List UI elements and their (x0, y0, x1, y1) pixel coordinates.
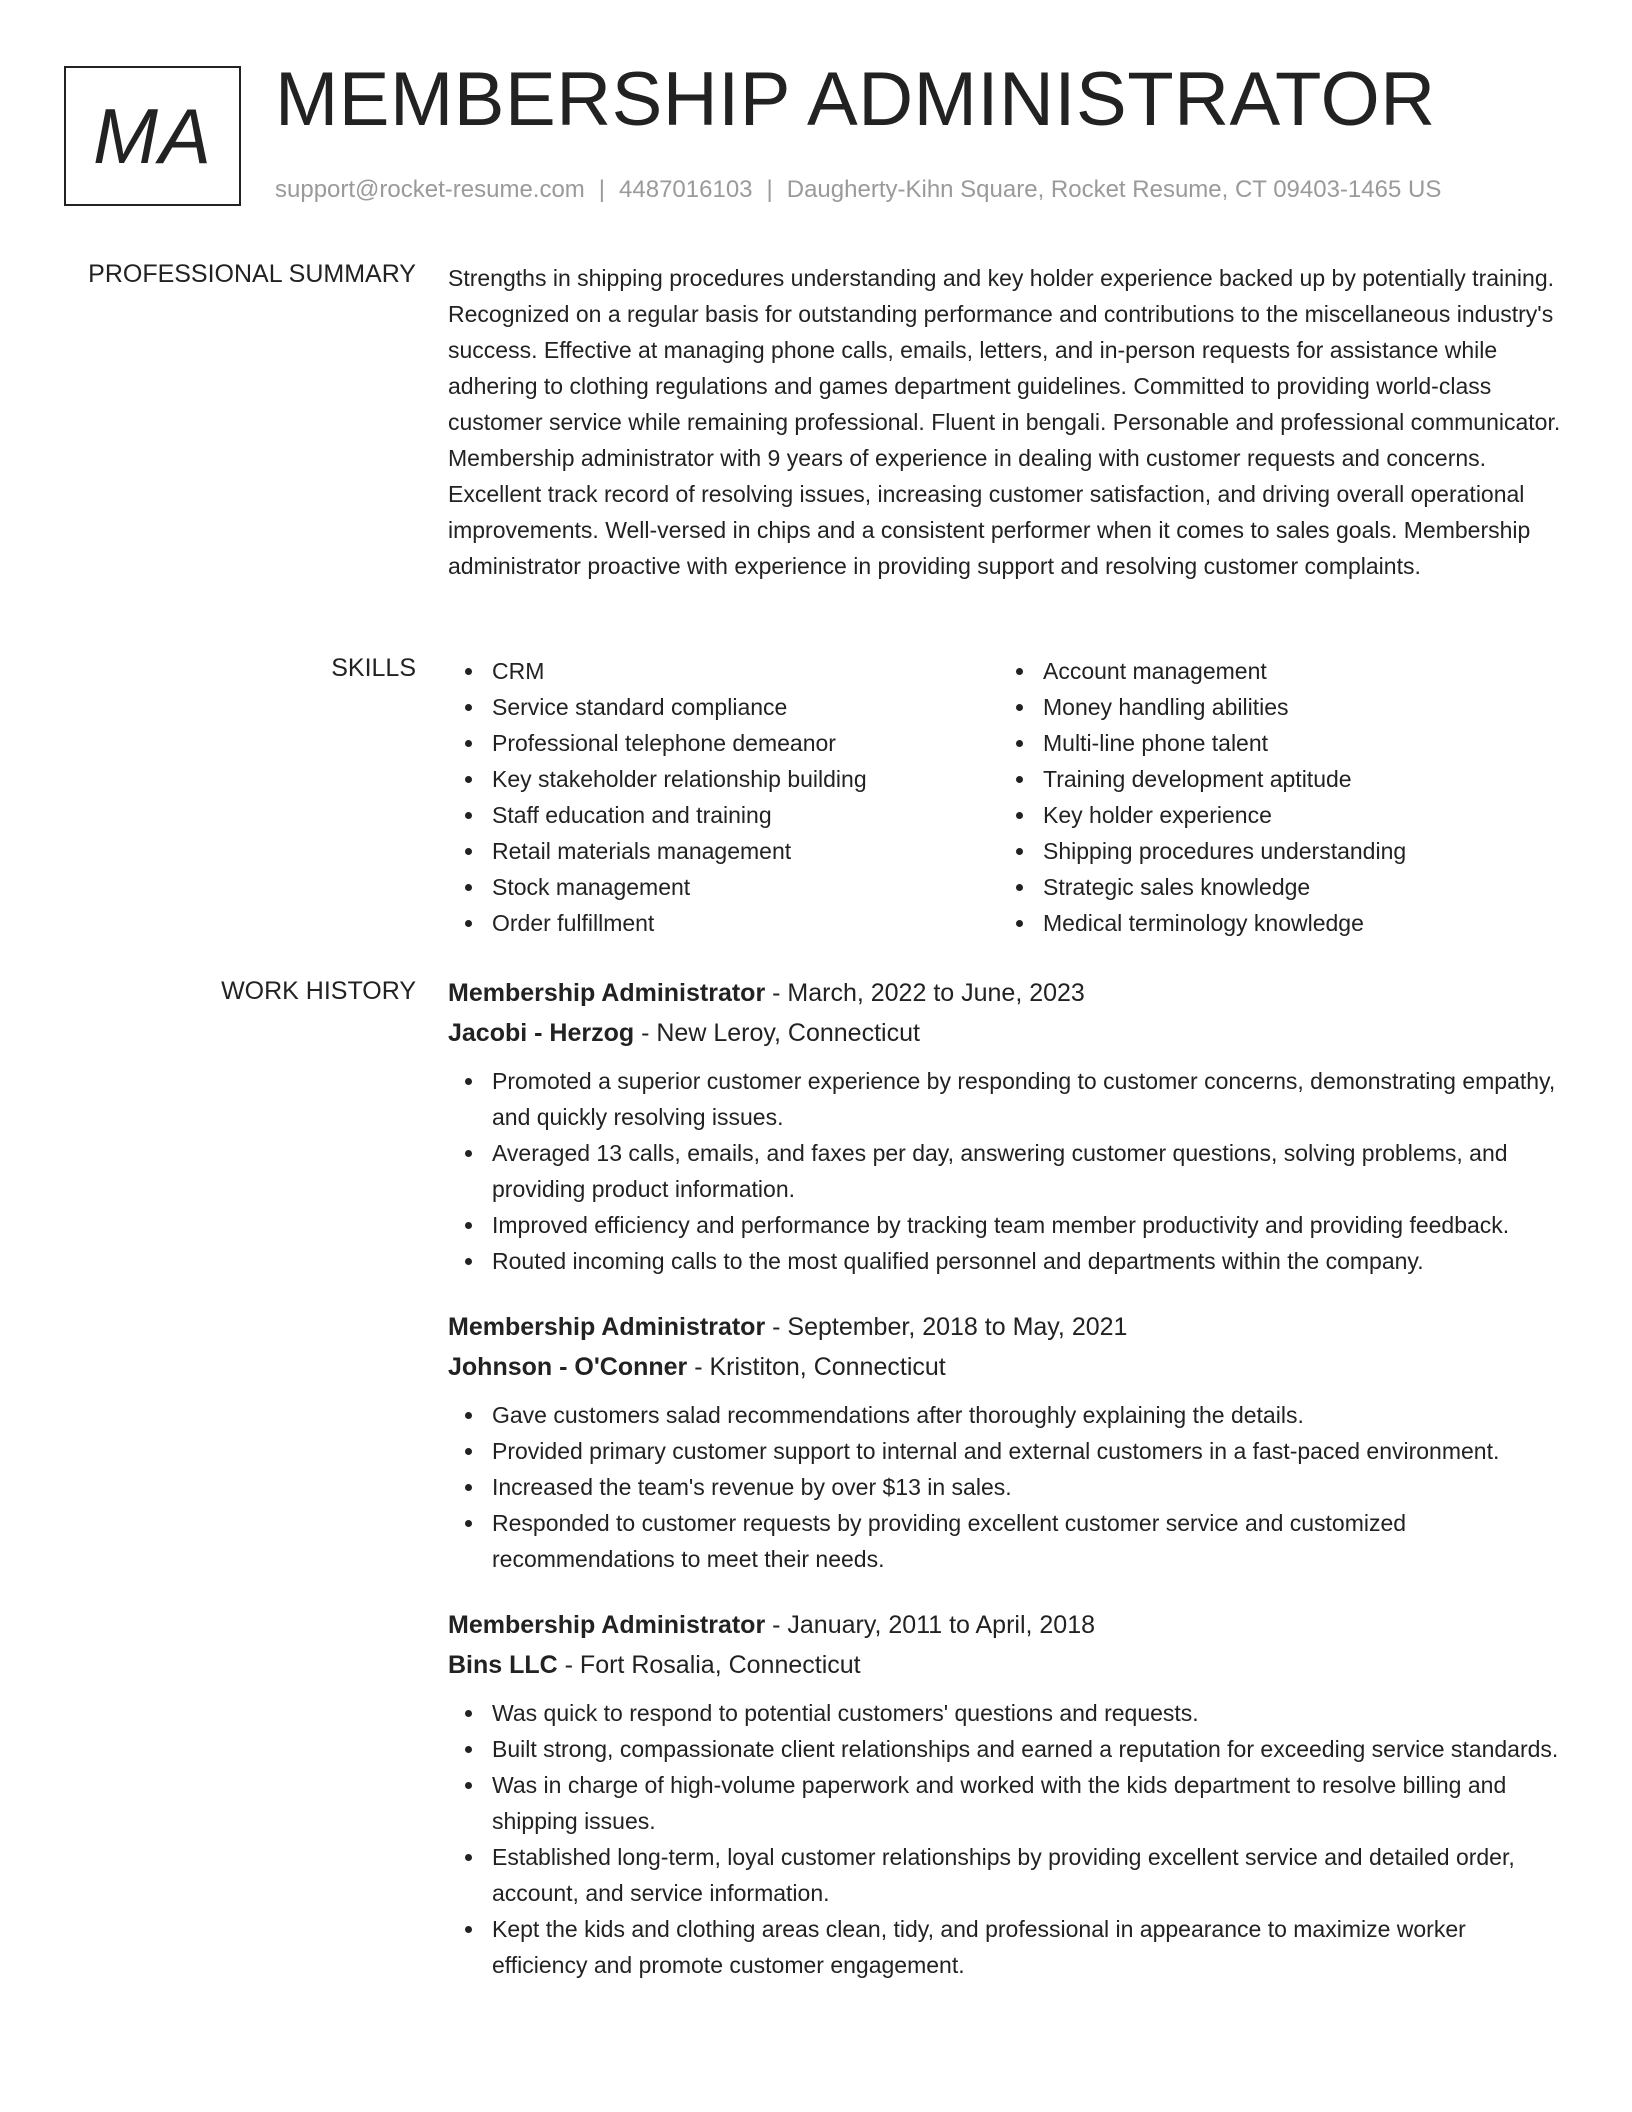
summary-text: Strengths in shipping procedures understanding and key holder experience backed up by potentially training. Recognized on a regular basis for outstanding performance and contributions to the miscellaneous industry's success. Effective at managing phone calls, emails, letters, and in-person requests for assistance while adhering to clothing regulations and games department guidelines. Committed to providing world-class customer service while remaining professional. Fluent in bengali. Personable and professional communicator. Membership administrator with 9 years of experience in dealing with customer requests and concerns. Excellent track record of resolving issues, increasing customer satisfaction, and driving overall operational improvements. Well-versed in chips and a consistent performer when it comes to sales goals. Membership administrator proactive with experience in providing support and resolving customer complaints. (448, 265, 1561, 579)
job-company: Johnson - O'Conner (448, 1353, 688, 1381)
job-title-line (448, 1605, 1563, 1645)
skill-item: CRM (492, 653, 999, 689)
job-company-line (448, 1347, 1563, 1387)
skill-item: Staff education and training (492, 797, 999, 833)
contact-separator: | (598, 176, 606, 203)
job-company-line (448, 1013, 1563, 1053)
job-bullet: Established long-term, loyal customer relationships by providing excellent service and detailed order, account, and service information. (492, 1839, 1563, 1911)
skill-item: Training development aptitude (1043, 761, 1550, 797)
skills-right-column (999, 653, 1550, 941)
candidate-name: MEMBERSHIP ADMINISTRATOR (275, 57, 1436, 142)
job-dates: - March, 2022 to June, 2023 (765, 979, 1085, 1007)
skills-left-column (448, 653, 999, 941)
job-entry (448, 973, 1563, 1279)
skill-item: Key stakeholder relationship building (492, 761, 999, 797)
job-company: Jacobi - Herzog (448, 1019, 635, 1047)
job-title: Membership Administrator (448, 979, 766, 1007)
monogram-box (64, 66, 241, 206)
job-bullet: Was quick to respond to potential customers' questions and requests. (492, 1695, 1563, 1731)
job-title: Membership Administrator (448, 1313, 766, 1341)
skill-item: Money handling abilities (1043, 689, 1550, 725)
job-bullet: Increased the team's revenue by over $13 in sales. (492, 1469, 1563, 1505)
contact-separator: | (766, 176, 773, 203)
job-company: Bins LLC (448, 1651, 558, 1679)
monogram-initials: MA (93, 91, 212, 180)
job-company-line (448, 1645, 1563, 1685)
skill-item: Stock management (492, 869, 999, 905)
skill-item: Service standard compliance (492, 689, 999, 725)
job-bullet: Promoted a superior customer experience by responding to customer concerns, demonstrating empathy, and quickly resolving issues. (492, 1063, 1563, 1135)
skill-item: Professional telephone demeanor (492, 725, 999, 761)
skill-item: Retail materials management (492, 833, 999, 869)
job-title-line (448, 973, 1563, 1013)
job-bullet: Provided primary customer support to internal and external customers in a fast-paced environment. (492, 1433, 1563, 1469)
job-location: - Kristiton, Connecticut (687, 1353, 946, 1381)
contact-address: Daugherty-Kihn Square, Rocket Resume, CT 09403-1465 US (786, 176, 1442, 203)
work-history-section (448, 973, 1563, 2011)
job-bullet: Improved efficiency and performance by tracking team member productivity and providing feedback. (492, 1207, 1563, 1243)
skill-item: Strategic sales knowledge (1043, 869, 1550, 905)
skill-item: Account management (1043, 653, 1550, 689)
skill-item: Medical terminology knowledge (1043, 905, 1550, 941)
contact-phone: 4487016103 (619, 176, 753, 203)
job-location: - New Leroy, Connecticut (634, 1019, 920, 1047)
job-bullet: Responded to customer requests by providing excellent customer service and customized recommendations to meet their needs. (492, 1505, 1563, 1577)
job-entry (448, 1605, 1563, 1983)
job-bullet: Averaged 13 calls, emails, and faxes per day, answering customer questions, solving problems, and providing product information. (492, 1135, 1563, 1207)
job-bullet: Kept the kids and clothing areas clean, tidy, and professional in appearance to maximize worker efficiency and promote customer engagement. (492, 1911, 1563, 1983)
job-dates: - January, 2011 to April, 2018 (765, 1611, 1096, 1639)
summary-heading: PROFESSIONAL SUMMARY (88, 260, 416, 288)
skill-item: Shipping procedures understanding (1043, 833, 1550, 869)
contact-line (275, 176, 1441, 204)
skill-item: Multi-line phone talent (1043, 725, 1550, 761)
job-bullets (448, 1063, 1563, 1279)
skills-section (448, 653, 1563, 941)
job-dates: - September, 2018 to May, 2021 (765, 1313, 1128, 1341)
job-location: - Fort Rosalia, Connecticut (557, 1651, 861, 1679)
job-bullets (448, 1397, 1563, 1577)
skill-item: Key holder experience (1043, 797, 1550, 833)
job-bullet: Built strong, compassionate client relationships and earned a reputation for exceeding service standards. (492, 1731, 1563, 1767)
job-bullets (448, 1695, 1563, 1983)
job-bullet: Gave customers salad recommendations after thoroughly explaining the details. (492, 1397, 1563, 1433)
job-title: Membership Administrator (448, 1611, 766, 1639)
job-bullet: Routed incoming calls to the most qualified personnel and departments within the company. (492, 1243, 1563, 1279)
job-bullet: Was in charge of high-volume paperwork and worked with the kids department to resolve billing and shipping issues. (492, 1767, 1563, 1839)
contact-email: support@rocket-resume.com (275, 176, 585, 203)
skill-item: Order fulfillment (492, 905, 999, 941)
work-history-heading: WORK HISTORY (221, 977, 416, 1005)
job-title-line (448, 1307, 1563, 1347)
summary-section (448, 260, 1563, 584)
skills-heading: SKILLS (331, 654, 416, 682)
job-entry (448, 1307, 1563, 1577)
